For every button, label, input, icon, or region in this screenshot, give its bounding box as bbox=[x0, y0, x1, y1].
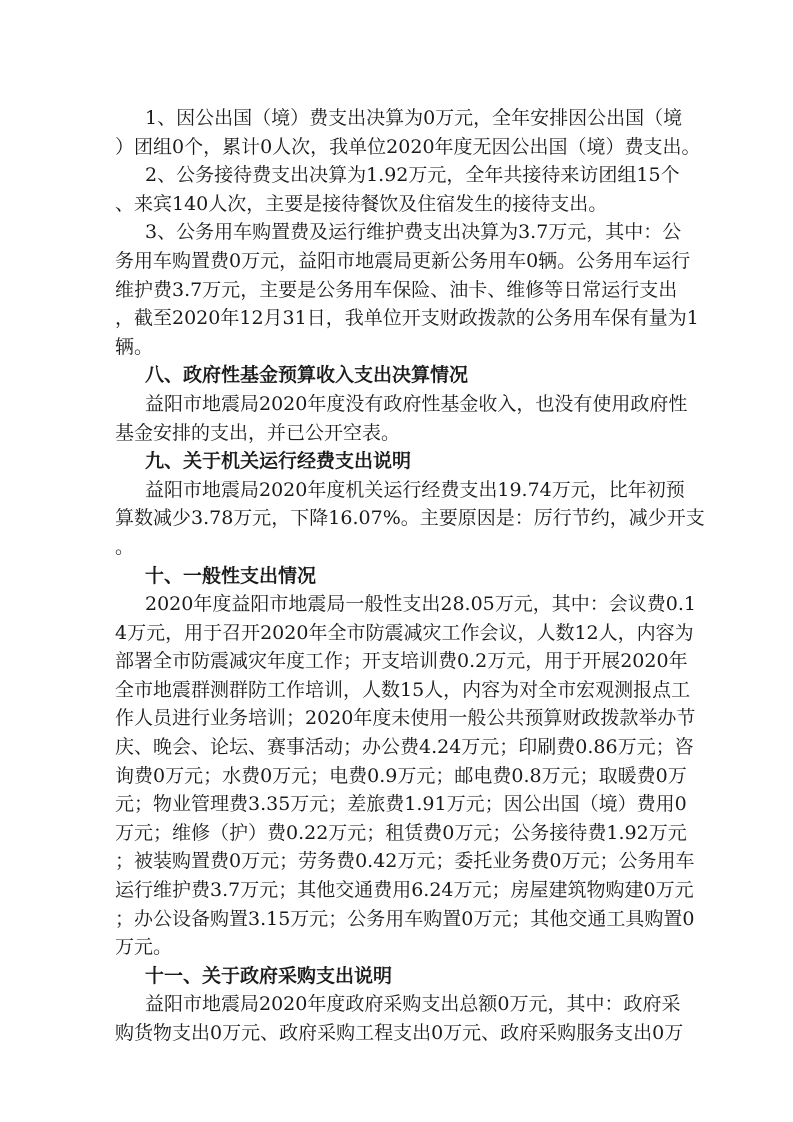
paragraph-line: 益阳市地震局2020年度机关运行经费支出19.74万元，比年初预 bbox=[145, 478, 685, 501]
paragraph-line: 庆、晚会、论坛、赛事活动；办公费4.24万元；印刷费0.86万元；咨 bbox=[115, 736, 694, 759]
paragraph-line: 辆。 bbox=[115, 335, 154, 358]
section-heading: 八、政府性基金预算收入支出决算情况 bbox=[145, 364, 469, 387]
paragraph-line: ）团组0个，累计0人次，我单位2020年度无因公出国（境）费支出。 bbox=[115, 135, 701, 158]
paragraph-line: 算数减少3.78万元，下降16.07%。主要原因是：厉行节约，减少开支 bbox=[115, 507, 705, 530]
paragraph-line: 运行维护费3.7万元；其他交通费用6.24万元；房屋建筑物购建0万元 bbox=[115, 879, 694, 902]
section-heading: 十、一般性支出情况 bbox=[145, 564, 317, 587]
paragraph-line: 4万元，用于召开2020年全市防震减灾工作会议，人数12人，内容为 bbox=[115, 621, 694, 644]
section-heading: 十一、关于政府采购支出说明 bbox=[145, 964, 393, 987]
paragraph-line: 务用车购置费0万元，益阳市地震局更新公务用车0辆。公务用车运行 bbox=[115, 249, 691, 272]
paragraph-line: 益阳市地震局2020年度没有政府性基金收入，也没有使用政府性 bbox=[145, 392, 688, 415]
section-heading: 九、关于机关运行经费支出说明 bbox=[145, 450, 412, 473]
paragraph-line: 基金安排的支出，并已公开空表。 bbox=[115, 421, 401, 444]
paragraph-line: 3、公务用车购置费及运行维护费支出决算为3.7万元，其中：公 bbox=[145, 221, 682, 244]
paragraph-line: 部署全市防震减灾年度工作；开支培训费0.2万元，用于开展2020年 bbox=[115, 650, 688, 673]
paragraph-line: 、来宾140人次，主要是接待餐饮及住宿发生的接待支出。 bbox=[115, 192, 608, 215]
paragraph-line: 2、公务接待费支出决算为1.92万元，全年共接待来访团组15个 bbox=[145, 164, 680, 187]
paragraph-line: ，截至2020年12月31日，我单位开支财政拨款的公务用车保有量为1 bbox=[115, 307, 699, 330]
paragraph-line: 万元；维修（护）费0.22万元；租赁费0万元；公务接待费1.92万元 bbox=[115, 821, 687, 844]
paragraph-line: 购货物支出0万元、政府采购工程支出0万元、政府采购服务支出0万 bbox=[115, 1022, 684, 1044]
paragraph-line: 元；物业管理费3.35万元；差旅费1.91万元；因公出国（境）费用0 bbox=[115, 793, 687, 816]
paragraph-line: ；办公设备购置3.15万元；公务用车购置0万元；其他交通工具购置0 bbox=[115, 907, 695, 930]
paragraph-line: 1、因公出国（境）费支出决算为0万元，全年安排因公出国（境 bbox=[145, 107, 683, 129]
paragraph-line: 全市地震群测群防工作培训，人数15人，内容为对全市宏观测报点工 bbox=[115, 678, 691, 701]
paragraph-line: 2020年度益阳市地震局一般性支出28.05万元，其中：会议费0.1 bbox=[145, 593, 696, 616]
paragraph-line: 询费0万元；水费0万元；电费0.9万元；邮电费0.8万元；取暖费0万 bbox=[115, 764, 687, 787]
paragraph-line: 。 bbox=[115, 535, 135, 558]
paragraph-line: 万元。 bbox=[115, 936, 173, 959]
paragraph-line: 作人员进行业务培训；2020年度未使用一般公共预算财政拨款举办节 bbox=[115, 707, 696, 730]
paragraph-line: 维护费3.7万元，主要是公务用车保险、油卡、维修等日常运行支出 bbox=[115, 278, 678, 301]
paragraph-line: ；被装购置费0万元；劳务费0.42万元；委托业务费0万元；公务用车 bbox=[115, 850, 695, 873]
paragraph-line: 益阳市地震局2020年度政府采购支出总额0万元，其中：政府采 bbox=[145, 993, 681, 1016]
document-page bbox=[115, 104, 715, 1048]
